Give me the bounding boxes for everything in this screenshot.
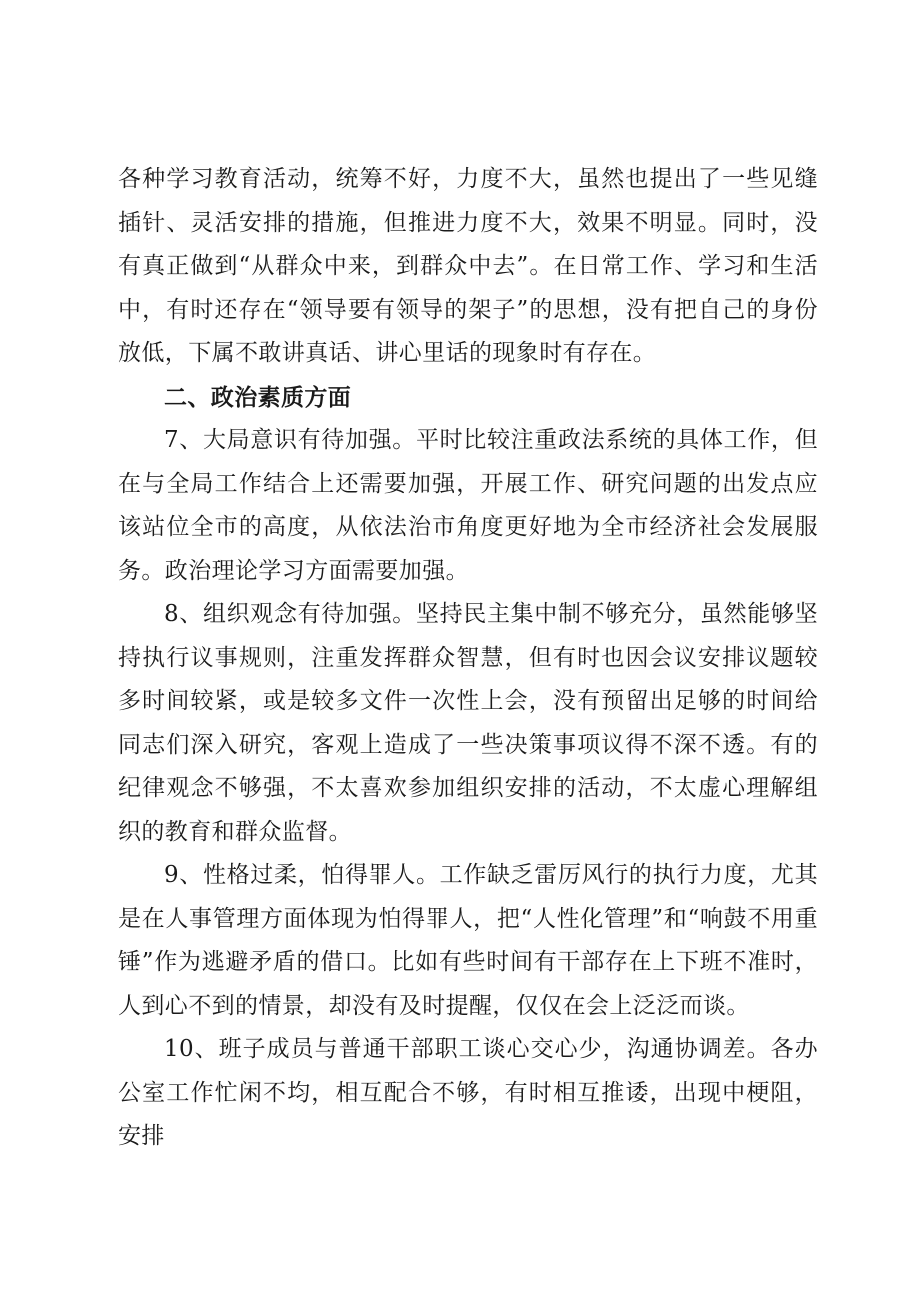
paragraph-8: 8、组织观念有待加强。坚持民主集中制不够充分，虽然能够坚持执行议事规则，注重发挥群众智慧，但有时也因会议安排议题较多时间较紧，或是较多文件一次性上会，没有预留出足够的时间给同志们深入研究，客观上造成了一些决策事项议得不深不透。有的纪律观念不够强，不太喜欢参加组织安排的活动，不太虚心理解组织的教育和群众监督。 <box>118 601 818 845</box>
document-body <box>118 158 818 1159</box>
paragraph-10: 10、班子成员与普通干部职工谈心交心少，沟通协调差。各办公室工作忙闲不均，相互配合不够，有时相互推诿，出现中梗阻，安排 <box>118 1036 818 1149</box>
paragraph-9: 9、性格过柔，怕得罪人。工作缺乏雷厉风行的执行力度，尤其是在人事管理方面体现为怕得罪人，把“人性化管理”和“响鼓不用重锤”作为逃避矛盾的借口。比如有些时间有干部存在上下班不准时，人到心不到的情景，却没有及时提醒，仅仅在会上泛泛而谈。 <box>118 862 818 1019</box>
paragraph-7: 7、大局意识有待加强。平时比较注重政法系统的具体工作，但在与全局工作结合上还需要加强，开展工作、研究问题的出发点应该站位全市的高度，从依法治市角度更好地为全市经济社会发展服务。政治理论学习方面需要加强。 <box>118 427 818 584</box>
section-heading: 二、政治素质方面 <box>164 383 352 411</box>
paragraph-continued: 各种学习教育活动，统筹不好，力度不大，虽然也提出了一些见缝插针、灵活安排的措施，但推进力度不大，效果不明显。同时，没有真正做到“从群众中来，到群众中去”。在日常工作、学习和生活中，有时还存在“领导要有领导的架子”的思想，没有把自己的身份放低，下属不敢讲真话、讲心里话的现象时有存在。 <box>118 166 818 366</box>
